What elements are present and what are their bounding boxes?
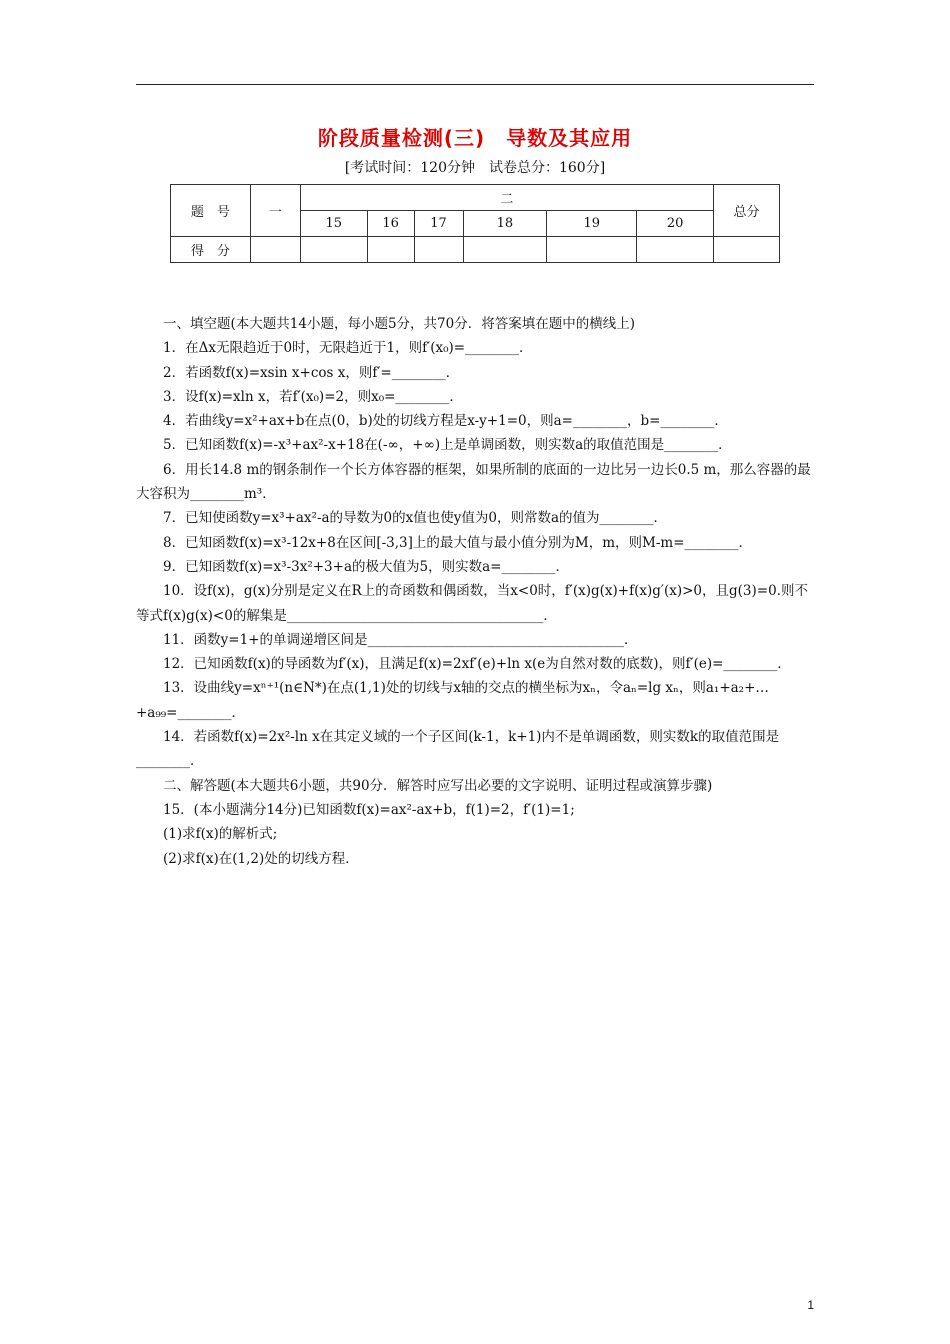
question-item: 13．设曲线y=xⁿ⁺¹(n∈N*)在点(1,1)处的切线与x轴的交点的横坐标为xₙ，令aₙ=lg xₙ，则a₁+a₂+…+a₉₉=________． — [136, 680, 769, 721]
score-table — [170, 184, 780, 263]
score-cell — [250, 237, 300, 263]
question-item: 6．用长14.8 m的钢条制作一个长方体容器的框架，如果所制的底面的一边比另一边长0.5 m，那么容器的最大容积为________m³． — [136, 461, 811, 503]
col-q15: 15 — [300, 211, 367, 237]
col-part-one: 一 — [250, 185, 300, 237]
question-item: 10．设f(x)，g(x)分别是定义在R上的奇函数和偶函数，当x<0时，f′(x)g(x)+f(x)g′(x)>0，且g(3)=0.则不等式f(x)g(x)<0的解集是______________________________________． — [136, 583, 808, 624]
question-item: 2．若函数f(x)=xsin x+cos x，则f′=________． — [163, 364, 460, 381]
question-item: 1．在Δx无限趋近于0时，无限趋近于1，则f′(x₀)=________． — [163, 340, 533, 357]
score-cell — [300, 237, 367, 263]
section-heading: 一、填空题(本大题共14小题，每小题5分，共70分．将答案填在题中的横线上) — [163, 316, 635, 332]
exam-info: [考试时间：120分钟 试卷总分：160分] — [344, 160, 606, 176]
question-item: 9．已知函数f(x)=x³-3x²+3+a的极大值为5，则实数a=________． — [163, 558, 569, 575]
question-item: 7．已知使函数y=x³+ax²-a的导数为0的x值也使y值为0，则常数a的值为________． — [163, 510, 668, 527]
score-cell — [367, 237, 414, 263]
question-item: 12．已知函数f(x)的导函数为f′(x)，且满足f(x)=2xf′(e)+ln x(e为自然对数的底数)，则f′(e)=________． — [163, 656, 791, 673]
sub-question: (2)求f(x)在(1,2)处的切线方程． — [163, 850, 359, 867]
question-item: 11．函数y=1+的单调递增区间是______________________________________． — [163, 631, 638, 648]
sub-question: (1)求f(x)的解析式; — [163, 826, 278, 843]
col-q17: 17 — [414, 211, 463, 237]
score-cell — [714, 237, 780, 263]
top-rule — [136, 84, 814, 85]
col-part-two: 二 — [300, 185, 713, 211]
col-q20: 20 — [637, 211, 714, 237]
col-q19: 19 — [547, 211, 637, 237]
question-body — [136, 312, 814, 871]
score-cell — [463, 237, 547, 263]
question-item: 3．设f(x)=xln x，若f′(x₀)=2，则x₀=________． — [163, 388, 463, 405]
score-cell — [414, 237, 463, 263]
page-number: 1 — [807, 1298, 814, 1312]
question-item: 14．若函数f(x)=2x²-ln x在其定义域的一个子区间(k-1，k+1)内不是单调函数，则实数k的取值范围是________． — [136, 729, 780, 770]
score-cell — [547, 237, 637, 263]
section-heading: 二、解答题(本大题共6小题，共90分．解答时应写出必要的文字说明、证明过程或演算步骤) — [163, 777, 713, 794]
page-title: 阶段质量检测(三) 导数及其应用 — [317, 126, 633, 150]
question-item: 4．若曲线y=x²+ax+b在点(0，b)处的切线方程是x-y+1=0，则a=________，b=________． — [163, 413, 728, 430]
col-total: 总分 — [714, 185, 780, 237]
score-cell — [637, 237, 714, 263]
question-item: 15．(本小题满分14分)已知函数f(x)=ax²-ax+b，f(1)=2，f′(1)=1; — [163, 801, 575, 818]
row-label-question: 题 号 — [171, 185, 251, 237]
col-q16: 16 — [367, 211, 414, 237]
row-label-score: 得 分 — [171, 237, 251, 263]
col-q18: 18 — [463, 211, 547, 237]
question-item: 8．已知函数f(x)=x³-12x+8在区间[-3,3]上的最大值与最小值分别为M，m，则M-m=________． — [163, 534, 753, 551]
question-item: 5．已知函数f(x)=-x³+ax²-x+18在(-∞，+∞)上是单调函数，则实数a的取值范围是________． — [163, 437, 732, 454]
